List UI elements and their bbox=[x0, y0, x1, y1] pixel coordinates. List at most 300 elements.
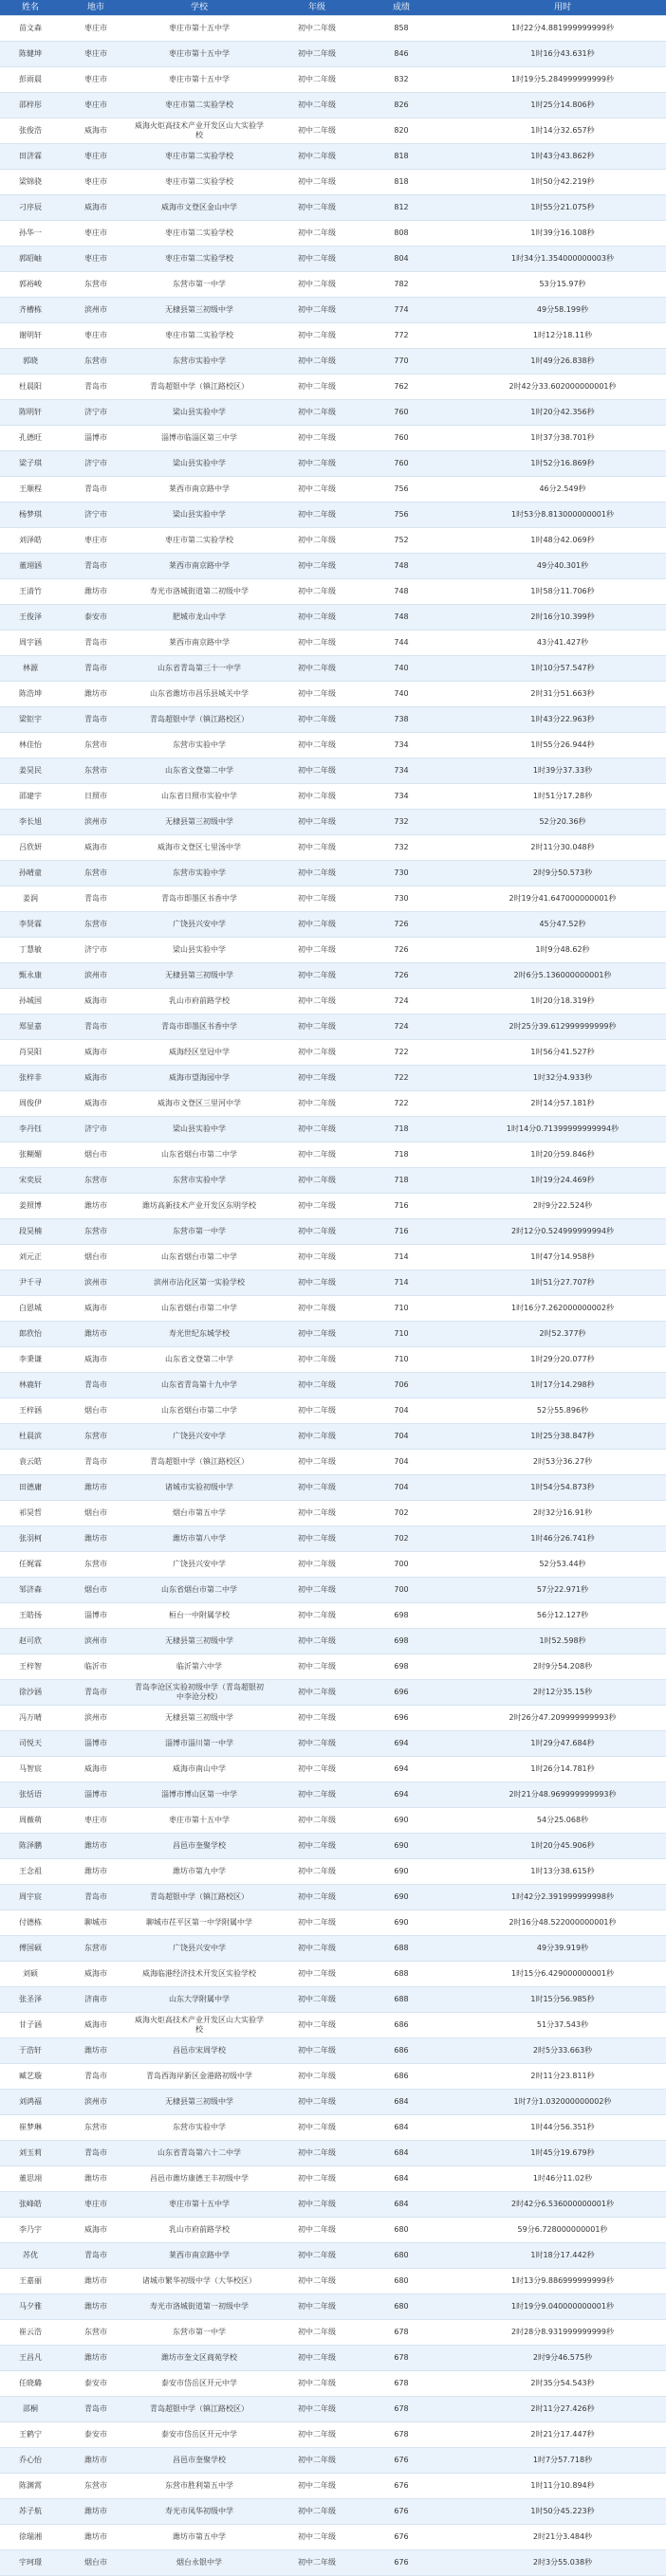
cell-grade: 初中二年级 bbox=[268, 2090, 366, 2115]
cell-score: 680 bbox=[366, 2294, 436, 2320]
cell-score: 734 bbox=[366, 733, 436, 758]
table-row bbox=[0, 810, 666, 835]
cell-name: 谢明轩 bbox=[0, 323, 61, 349]
cell-school: 枣庄市第二实验学校 bbox=[131, 323, 268, 349]
cell-time: 1时20分42.356秒 bbox=[436, 400, 666, 426]
cell-city: 东营市 bbox=[61, 861, 131, 886]
cell-school: 威海市文登区七里汤中学 bbox=[131, 835, 268, 861]
cell-school: 山东省青岛第三十一中学 bbox=[131, 656, 268, 682]
cell-city: 东营市 bbox=[61, 1552, 131, 1578]
table-row bbox=[0, 1962, 666, 1987]
cell-grade: 初中二年级 bbox=[268, 221, 366, 247]
cell-name: 王皓扬 bbox=[0, 1603, 61, 1629]
cell-name: 赵可欣 bbox=[0, 1629, 61, 1654]
cell-city: 青岛市 bbox=[61, 375, 131, 400]
cell-score: 718 bbox=[366, 1142, 436, 1168]
cell-school: 梁山县实验中学 bbox=[131, 1117, 268, 1142]
cell-name: 田济霖 bbox=[0, 144, 61, 170]
cell-city: 临沂市 bbox=[61, 1654, 131, 1680]
cell-name: 林源 bbox=[0, 656, 61, 682]
header-grade: 年级 bbox=[268, 0, 366, 16]
cell-name: 董思翊 bbox=[0, 2166, 61, 2192]
cell-score: 762 bbox=[366, 375, 436, 400]
cell-score: 724 bbox=[366, 1014, 436, 1040]
cell-school: 广饶县兴安中学 bbox=[131, 1552, 268, 1578]
cell-name: 白恩城 bbox=[0, 1296, 61, 1322]
cell-score: 684 bbox=[366, 2090, 436, 2115]
cell-school: 东营市实验中学 bbox=[131, 349, 268, 375]
cell-grade: 初中二年级 bbox=[268, 1654, 366, 1680]
table-row bbox=[0, 2064, 666, 2090]
cell-time: 2时32分16.91秒 bbox=[436, 1501, 666, 1526]
cell-score: 760 bbox=[366, 400, 436, 426]
cell-school: 山东大学附属中学 bbox=[131, 1987, 268, 2013]
cell-city: 威海市 bbox=[61, 1040, 131, 1066]
cell-school: 潍坊市第五中学 bbox=[131, 2525, 268, 2550]
cell-time: 2时31分51.663秒 bbox=[436, 682, 666, 707]
cell-score: 704 bbox=[366, 1424, 436, 1450]
table-row bbox=[0, 16, 666, 42]
table-row bbox=[0, 1245, 666, 1270]
cell-score: 700 bbox=[366, 1578, 436, 1603]
cell-time: 1时20分45.906秒 bbox=[436, 1834, 666, 1859]
cell-school: 莱西市南京路中学 bbox=[131, 630, 268, 656]
cell-city: 济宁市 bbox=[61, 938, 131, 963]
cell-score: 812 bbox=[366, 195, 436, 221]
cell-city: 滨州市 bbox=[61, 810, 131, 835]
cell-score: 680 bbox=[366, 2269, 436, 2294]
cell-school: 威海市文登区金山中学 bbox=[131, 195, 268, 221]
table-row bbox=[0, 2218, 666, 2243]
cell-school: 山东省烟台市第二中学 bbox=[131, 1398, 268, 1424]
table-row bbox=[0, 1859, 666, 1885]
cell-city: 青岛市 bbox=[61, 2064, 131, 2090]
cell-city: 烟台市 bbox=[61, 1578, 131, 1603]
table-row bbox=[0, 1373, 666, 1398]
cell-city: 潍坊市 bbox=[61, 2038, 131, 2064]
cell-city: 滨州市 bbox=[61, 1270, 131, 1296]
cell-score: 734 bbox=[366, 758, 436, 784]
cell-school: 烟台永银中学 bbox=[131, 2550, 268, 2576]
cell-city: 青岛市 bbox=[61, 630, 131, 656]
cell-grade: 初中二年级 bbox=[268, 579, 366, 605]
cell-name: 刘鸿福 bbox=[0, 2090, 61, 2115]
cell-school: 威海经区皇冠中学 bbox=[131, 1040, 268, 1066]
cell-school: 山东省烟台市第二中学 bbox=[131, 1245, 268, 1270]
cell-grade: 初中二年级 bbox=[268, 2141, 366, 2166]
table-row bbox=[0, 1680, 666, 1706]
cell-score: 704 bbox=[366, 1398, 436, 1424]
cell-score: 782 bbox=[366, 272, 436, 298]
cell-name: 郭昭岫 bbox=[0, 247, 61, 272]
cell-grade: 初中二年级 bbox=[268, 2064, 366, 2090]
cell-school: 山东省文登第二中学 bbox=[131, 1347, 268, 1373]
cell-score: 770 bbox=[366, 349, 436, 375]
cell-city: 东营市 bbox=[61, 349, 131, 375]
cell-city: 枣庄市 bbox=[61, 528, 131, 554]
cell-score: 678 bbox=[366, 2422, 436, 2448]
cell-time: 2时25分39.612999999999秒 bbox=[436, 1014, 666, 1040]
cell-score: 676 bbox=[366, 2525, 436, 2550]
cell-city: 潍坊市 bbox=[61, 1834, 131, 1859]
table-row bbox=[0, 1194, 666, 1219]
cell-grade: 初中二年级 bbox=[268, 170, 366, 195]
cell-name: 李乃宇 bbox=[0, 2218, 61, 2243]
cell-name: 司悦天 bbox=[0, 1731, 61, 1757]
cell-time: 1时50分45.223秒 bbox=[436, 2499, 666, 2525]
cell-time: 53分15.97秒 bbox=[436, 272, 666, 298]
table-row bbox=[0, 2422, 666, 2448]
cell-school: 威海市文登区三里河中学 bbox=[131, 1091, 268, 1117]
cell-grade: 初中二年级 bbox=[268, 2550, 366, 2576]
cell-city: 威海市 bbox=[61, 989, 131, 1014]
cell-city: 枣庄市 bbox=[61, 67, 131, 93]
cell-grade: 初中二年级 bbox=[268, 758, 366, 784]
cell-time: 1时43分22.963秒 bbox=[436, 707, 666, 733]
cell-grade: 初中二年级 bbox=[268, 1475, 366, 1501]
cell-grade: 初中二年级 bbox=[268, 2499, 366, 2525]
cell-grade: 初中二年级 bbox=[268, 1219, 366, 1245]
table-row bbox=[0, 349, 666, 375]
cell-time: 1时43分43.862秒 bbox=[436, 144, 666, 170]
cell-grade: 初中二年级 bbox=[268, 938, 366, 963]
table-row bbox=[0, 67, 666, 93]
cell-name: 周俊伊 bbox=[0, 1091, 61, 1117]
cell-grade: 初中二年级 bbox=[268, 2269, 366, 2294]
header-time: 用时 bbox=[436, 0, 666, 16]
cell-school: 梁山县实验中学 bbox=[131, 451, 268, 477]
table-row bbox=[0, 1450, 666, 1475]
cell-city: 威海市 bbox=[61, 119, 131, 144]
cell-score: 710 bbox=[366, 1322, 436, 1347]
cell-time: 2时9分54.208秒 bbox=[436, 1654, 666, 1680]
cell-school: 寿光市洛城街道第一初级中学 bbox=[131, 2294, 268, 2320]
cell-name: 王梓涵 bbox=[0, 1398, 61, 1424]
table-row bbox=[0, 119, 666, 144]
cell-school: 广饶县兴安中学 bbox=[131, 1424, 268, 1450]
cell-school: 威海火炬高技术产业开发区山大实验学校 bbox=[131, 2013, 268, 2038]
cell-school: 广饶县兴安中学 bbox=[131, 912, 268, 938]
cell-name: 刘硕 bbox=[0, 1962, 61, 1987]
table-row bbox=[0, 195, 666, 221]
header-name: 姓名 bbox=[0, 0, 61, 16]
cell-time: 2时11分23.811秒 bbox=[436, 2064, 666, 2090]
cell-school: 昌邑市奎聚学校 bbox=[131, 1834, 268, 1859]
cell-time: 2时19分41.647000000001秒 bbox=[436, 886, 666, 912]
cell-name: 郭裕峻 bbox=[0, 272, 61, 298]
cell-school: 淄博市淄川第一中学 bbox=[131, 1731, 268, 1757]
table-row bbox=[0, 2346, 666, 2371]
table-row bbox=[0, 1782, 666, 1808]
cell-name: 邵桐 bbox=[0, 2397, 61, 2422]
cell-score: 686 bbox=[366, 2064, 436, 2090]
cell-city: 青岛市 bbox=[61, 477, 131, 502]
cell-grade: 初中二年级 bbox=[268, 605, 366, 630]
table-row bbox=[0, 477, 666, 502]
cell-grade: 初中二年级 bbox=[268, 1526, 366, 1552]
table-row bbox=[0, 2269, 666, 2294]
cell-name: 郭晓 bbox=[0, 349, 61, 375]
cell-school: 莱西市南京路中学 bbox=[131, 477, 268, 502]
cell-name: 于浩轩 bbox=[0, 2038, 61, 2064]
cell-time: 1时46分11.02秒 bbox=[436, 2166, 666, 2192]
cell-time: 1时13分38.615秒 bbox=[436, 1859, 666, 1885]
cell-grade: 初中二年级 bbox=[268, 1936, 366, 1962]
cell-city: 威海市 bbox=[61, 2013, 131, 2038]
table-row bbox=[0, 835, 666, 861]
cell-grade: 初中二年级 bbox=[268, 912, 366, 938]
cell-school: 聊城市茌平区第一中学附属中学 bbox=[131, 1910, 268, 1936]
table-row bbox=[0, 784, 666, 810]
cell-score: 730 bbox=[366, 886, 436, 912]
cell-city: 青岛市 bbox=[61, 1885, 131, 1910]
cell-name: 冯万晴 bbox=[0, 1706, 61, 1731]
cell-score: 714 bbox=[366, 1270, 436, 1296]
cell-name: 周薇萌 bbox=[0, 1808, 61, 1834]
cell-school: 青岛市即墨区书香中学 bbox=[131, 1014, 268, 1040]
cell-school: 威海市南山中学 bbox=[131, 1757, 268, 1782]
cell-city: 淄博市 bbox=[61, 1782, 131, 1808]
table-row bbox=[0, 1936, 666, 1962]
cell-score: 694 bbox=[366, 1731, 436, 1757]
cell-time: 1时20分18.319秒 bbox=[436, 989, 666, 1014]
cell-score: 808 bbox=[366, 221, 436, 247]
cell-score: 818 bbox=[366, 170, 436, 195]
table-row bbox=[0, 1014, 666, 1040]
cell-school: 青岛超银中学（镇江路校区） bbox=[131, 375, 268, 400]
cell-grade: 初中二年级 bbox=[268, 2474, 366, 2499]
cell-grade: 初中二年级 bbox=[268, 1885, 366, 1910]
cell-name: 马夕雅 bbox=[0, 2294, 61, 2320]
cell-school: 寿光市洛城街道第二初级中学 bbox=[131, 579, 268, 605]
table-row bbox=[0, 1834, 666, 1859]
cell-school: 山东省青岛第十九中学 bbox=[131, 1373, 268, 1398]
cell-score: 694 bbox=[366, 1782, 436, 1808]
cell-city: 潍坊市 bbox=[61, 2294, 131, 2320]
cell-score: 696 bbox=[366, 1680, 436, 1706]
cell-name: 周宇涵 bbox=[0, 630, 61, 656]
table-row bbox=[0, 247, 666, 272]
cell-score: 676 bbox=[366, 2550, 436, 2576]
cell-score: 690 bbox=[366, 1910, 436, 1936]
cell-school: 枣庄市第十五中学 bbox=[131, 42, 268, 67]
cell-time: 1时52分16.869秒 bbox=[436, 451, 666, 477]
cell-grade: 初中二年级 bbox=[268, 375, 366, 400]
cell-time: 1时46分26.741秒 bbox=[436, 1526, 666, 1552]
cell-time: 2时9分22.524秒 bbox=[436, 1194, 666, 1219]
cell-score: 702 bbox=[366, 1526, 436, 1552]
cell-grade: 初中二年级 bbox=[268, 349, 366, 375]
cell-grade: 初中二年级 bbox=[268, 1040, 366, 1066]
cell-city: 烟台市 bbox=[61, 2550, 131, 2576]
cell-name: 张羽柯 bbox=[0, 1526, 61, 1552]
cell-score: 680 bbox=[366, 2243, 436, 2269]
cell-name: 梁锦骁 bbox=[0, 170, 61, 195]
cell-city: 枣庄市 bbox=[61, 1808, 131, 1834]
cell-name: 祁昊哲 bbox=[0, 1501, 61, 1526]
table-row bbox=[0, 1808, 666, 1834]
cell-school: 山东省潍坊市昌乐县城关中学 bbox=[131, 682, 268, 707]
cell-grade: 初中二年级 bbox=[268, 1731, 366, 1757]
cell-grade: 初中二年级 bbox=[268, 2013, 366, 2038]
cell-time: 1时19分24.469秒 bbox=[436, 1168, 666, 1194]
cell-time: 1时32分4.933秒 bbox=[436, 1066, 666, 1091]
cell-score: 716 bbox=[366, 1219, 436, 1245]
table-row bbox=[0, 42, 666, 67]
cell-city: 威海市 bbox=[61, 2218, 131, 2243]
cell-time: 2时5分33.663秒 bbox=[436, 2038, 666, 2064]
cell-time: 2时28分8.931999999999秒 bbox=[436, 2320, 666, 2346]
cell-time: 1时19分9.040000000001秒 bbox=[436, 2294, 666, 2320]
cell-city: 滨州市 bbox=[61, 298, 131, 323]
cell-city: 枣庄市 bbox=[61, 2192, 131, 2218]
cell-grade: 初中二年级 bbox=[268, 886, 366, 912]
cell-city: 滨州市 bbox=[61, 963, 131, 989]
cell-city: 东营市 bbox=[61, 912, 131, 938]
cell-time: 2时42分6.536000000001秒 bbox=[436, 2192, 666, 2218]
cell-school: 青岛超银中学（镇江路校区） bbox=[131, 1885, 268, 1910]
cell-name: 梁子琪 bbox=[0, 451, 61, 477]
cell-name: 付德栋 bbox=[0, 1910, 61, 1936]
cell-time: 1时56分41.527秒 bbox=[436, 1040, 666, 1066]
cell-score: 710 bbox=[366, 1347, 436, 1373]
cell-time: 51分37.543秒 bbox=[436, 2013, 666, 2038]
cell-score: 724 bbox=[366, 989, 436, 1014]
cell-grade: 初中二年级 bbox=[268, 1398, 366, 1424]
cell-score: 690 bbox=[366, 1885, 436, 1910]
cell-time: 2时21分17.447秒 bbox=[436, 2422, 666, 2448]
cell-score: 718 bbox=[366, 1117, 436, 1142]
cell-time: 2时9分46.575秒 bbox=[436, 2346, 666, 2371]
cell-grade: 初中二年级 bbox=[268, 144, 366, 170]
cell-city: 枣庄市 bbox=[61, 93, 131, 119]
cell-city: 枣庄市 bbox=[61, 144, 131, 170]
table-row bbox=[0, 1296, 666, 1322]
cell-name: 徐瑞湘 bbox=[0, 2525, 61, 2550]
cell-time: 1时47分14.958秒 bbox=[436, 1245, 666, 1270]
cell-city: 青岛市 bbox=[61, 1680, 131, 1706]
cell-school: 东营市实验中学 bbox=[131, 861, 268, 886]
cell-time: 1时16分7.262000000002秒 bbox=[436, 1296, 666, 1322]
cell-time: 1时22分4.881999999999秒 bbox=[436, 16, 666, 42]
table-row bbox=[0, 579, 666, 605]
table-row bbox=[0, 2192, 666, 2218]
cell-grade: 初中二年级 bbox=[268, 784, 366, 810]
cell-grade: 初中二年级 bbox=[268, 247, 366, 272]
cell-name: 肖昊阳 bbox=[0, 1040, 61, 1066]
table-row bbox=[0, 323, 666, 349]
cell-school: 东营市胜利第五中学 bbox=[131, 2474, 268, 2499]
cell-grade: 初中二年级 bbox=[268, 1757, 366, 1782]
cell-school: 梁山县实验中学 bbox=[131, 400, 268, 426]
cell-school: 青岛李沧区实验初级中学（青岛超银初中李沧分校） bbox=[131, 1680, 268, 1706]
cell-time: 2时53分36.27秒 bbox=[436, 1450, 666, 1475]
cell-time: 2时35分54.543秒 bbox=[436, 2371, 666, 2397]
table-row bbox=[0, 2550, 666, 2576]
cell-time: 52分20.36秒 bbox=[436, 810, 666, 835]
cell-school: 山东省烟台市第二中学 bbox=[131, 1578, 268, 1603]
cell-name: 姜润 bbox=[0, 886, 61, 912]
table-row bbox=[0, 1603, 666, 1629]
cell-score: 726 bbox=[366, 912, 436, 938]
cell-school: 寿光市凤华初级中学 bbox=[131, 2499, 268, 2525]
cell-grade: 初中二年级 bbox=[268, 861, 366, 886]
cell-school: 乳山市府前路学校 bbox=[131, 2218, 268, 2243]
cell-school: 东营市实验中学 bbox=[131, 2115, 268, 2141]
cell-grade: 初中二年级 bbox=[268, 2371, 366, 2397]
cell-school: 东营市第一中学 bbox=[131, 1219, 268, 1245]
cell-time: 1时48分42.069秒 bbox=[436, 528, 666, 554]
cell-name: 刘泽皓 bbox=[0, 528, 61, 554]
cell-name: 周宇宸 bbox=[0, 1885, 61, 1910]
cell-grade: 初中二年级 bbox=[268, 1373, 366, 1398]
table-row bbox=[0, 2090, 666, 2115]
cell-score: 732 bbox=[366, 810, 436, 835]
cell-school: 威海临港经济技术开发区实验学校 bbox=[131, 1962, 268, 1987]
cell-school: 枣庄市第二实验学校 bbox=[131, 528, 268, 554]
cell-city: 淄博市 bbox=[61, 1731, 131, 1757]
cell-name: 李贤霖 bbox=[0, 912, 61, 938]
cell-score: 686 bbox=[366, 2038, 436, 2064]
cell-city: 枣庄市 bbox=[61, 247, 131, 272]
table-row bbox=[0, 451, 666, 477]
cell-school: 无棣县第三初级中学 bbox=[131, 298, 268, 323]
cell-time: 2时11分30.048秒 bbox=[436, 835, 666, 861]
cell-grade: 初中二年级 bbox=[268, 1987, 366, 2013]
cell-city: 淄博市 bbox=[61, 426, 131, 451]
cell-city: 济宁市 bbox=[61, 1117, 131, 1142]
cell-score: 804 bbox=[366, 247, 436, 272]
cell-name: 王俊泽 bbox=[0, 605, 61, 630]
cell-name: 邹济森 bbox=[0, 1578, 61, 1603]
cell-name: 陈渊霄 bbox=[0, 2474, 61, 2499]
cell-time: 1时49分26.838秒 bbox=[436, 349, 666, 375]
cell-grade: 初中二年级 bbox=[268, 272, 366, 298]
cell-school: 昌邑市潍坊康德王丰初级中学 bbox=[131, 2166, 268, 2192]
cell-city: 泰安市 bbox=[61, 605, 131, 630]
cell-grade: 初中二年级 bbox=[268, 1194, 366, 1219]
cell-score: 846 bbox=[366, 42, 436, 67]
table-row bbox=[0, 605, 666, 630]
cell-name: 李丹钰 bbox=[0, 1117, 61, 1142]
table-row bbox=[0, 1706, 666, 1731]
cell-grade: 初中二年级 bbox=[268, 1117, 366, 1142]
cell-score: 718 bbox=[366, 1168, 436, 1194]
cell-name: 崔云浩 bbox=[0, 2320, 61, 2346]
cell-name: 傅国硕 bbox=[0, 1936, 61, 1962]
cell-name: 刁序辰 bbox=[0, 195, 61, 221]
cell-school: 诸城市实验初级中学 bbox=[131, 1475, 268, 1501]
cell-city: 威海市 bbox=[61, 1091, 131, 1117]
cell-score: 738 bbox=[366, 707, 436, 733]
cell-time: 59分6.728000000001秒 bbox=[436, 2218, 666, 2243]
cell-city: 潍坊市 bbox=[61, 1194, 131, 1219]
cell-school: 山东省文登第二中学 bbox=[131, 758, 268, 784]
cell-score: 772 bbox=[366, 323, 436, 349]
table-row bbox=[0, 1168, 666, 1194]
cell-time: 2时12分35.15秒 bbox=[436, 1680, 666, 1706]
cell-score: 740 bbox=[366, 682, 436, 707]
cell-city: 威海市 bbox=[61, 1296, 131, 1322]
cell-time: 1时39分16.108秒 bbox=[436, 221, 666, 247]
cell-name: 姜照博 bbox=[0, 1194, 61, 1219]
cell-name: 张俊浩 bbox=[0, 119, 61, 144]
cell-score: 752 bbox=[366, 528, 436, 554]
cell-grade: 初中二年级 bbox=[268, 1245, 366, 1270]
cell-score: 702 bbox=[366, 1501, 436, 1526]
cell-school: 枣庄市第十五中学 bbox=[131, 2192, 268, 2218]
cell-school: 寿光世纪东城学校 bbox=[131, 1322, 268, 1347]
